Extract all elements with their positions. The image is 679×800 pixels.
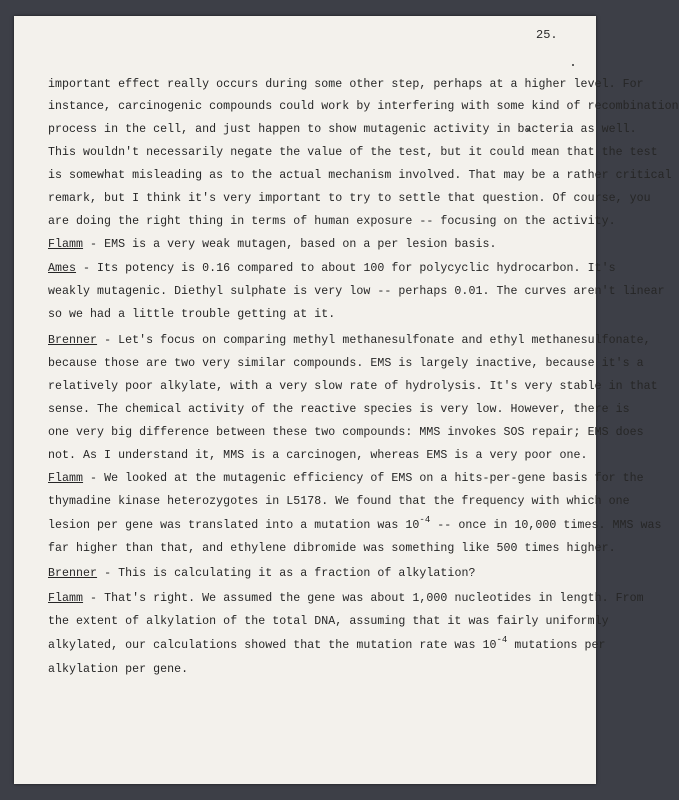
text-line: not. As I understand it, MMS is a carcinogen, whereas EMS is a very poor one. <box>48 449 588 462</box>
text-line: is somewhat misleading as to the actual mechanism involved. That may be a rather critical <box>48 169 672 182</box>
speaker-name: Flamm <box>48 238 84 251</box>
text-line: the extent of alkylation of the total DNA, assuming that it was fairly uniformly <box>48 615 609 628</box>
text-line: process in the cell, and just happen to show mutagenic activity in bacteria as well. <box>48 123 637 136</box>
speaker-name: Brenner <box>48 567 98 580</box>
speaker-line: Flamm - That's right. We assumed the gene was about 1,000 nucleotides in length. From <box>48 592 644 605</box>
text-line: relatively poor alkylate, with a very slow rate of hydrolysis. It's very stable in that <box>48 380 658 393</box>
speaker-name: Ames <box>48 262 77 275</box>
text-line: alkylated, our calculations showed that the mutation rate was $10^{-4}$ mutations per <box>48 635 606 652</box>
text-line: remark, but I think it's very important to try to settle that question. Of course, you <box>48 192 651 205</box>
text-line: sense. The chemical activity of the reactive species is very low. However, there is <box>48 403 630 416</box>
speaker-line: Flamm - EMS is a very weak mutagen, based on a per lesion basis. <box>48 238 497 251</box>
text-line: are doing the right thing in terms of human exposure -- focusing on the activity. <box>48 215 616 228</box>
text-line: one very big difference between these two compounds: MMS invokes SOS repair; EMS does <box>48 426 644 439</box>
speaker-line: Ames - Its potency is 0.16 compared to about 100 for polycyclic hydrocarbon. It's <box>48 262 616 275</box>
speaker-line: Flamm - We looked at the mutagenic efficiency of EMS on a hits-per-gene basis for the <box>48 472 644 485</box>
speaker-line: Brenner - Let's focus on comparing methyl methanesulfonate and ethyl methanesulfonate, <box>48 334 651 347</box>
speaker-name: Flamm <box>48 592 84 605</box>
text-line: alkylation per gene. <box>48 663 189 676</box>
text-line: instance, carcinogenic compounds could work by interfering with some kind of recombination <box>48 100 679 113</box>
speck-mark <box>572 64 574 66</box>
text-line: far higher than that, and ethylene dibromide was something like 500 times higher. <box>48 542 616 555</box>
text-line: because those are two very similar compounds. EMS is largely inactive, because it's a <box>48 357 644 370</box>
exponent: -4 <box>419 515 431 525</box>
text-line: weakly mutagenic. Diethyl sulphate is very low -- perhaps 0.01. The curves aren't linear <box>48 285 665 298</box>
document-page <box>14 16 679 784</box>
speaker-name: Brenner <box>48 334 98 347</box>
text-line: This wouldn't necessarily negate the value of the test, but it could mean that the test <box>48 146 658 159</box>
text-line: lesion per gene was translated into a mutation was $10^{-4}$ -- once in 10,000 times. MMS was <box>48 515 662 532</box>
speaker-line: Brenner - This is calculating it as a fraction of alkylation? <box>48 567 476 580</box>
text-line: thymadine kinase heterozygotes in L5178. We found that the frequency with which one <box>48 495 630 508</box>
page-number: 25. <box>536 28 558 42</box>
text-line: important effect really occurs during some other step, perhaps at a higher level. For <box>48 78 644 91</box>
exponent: -4 <box>496 635 508 645</box>
text-line: so we had a little trouble getting at it. <box>48 308 336 321</box>
speaker-name: Flamm <box>48 472 84 485</box>
